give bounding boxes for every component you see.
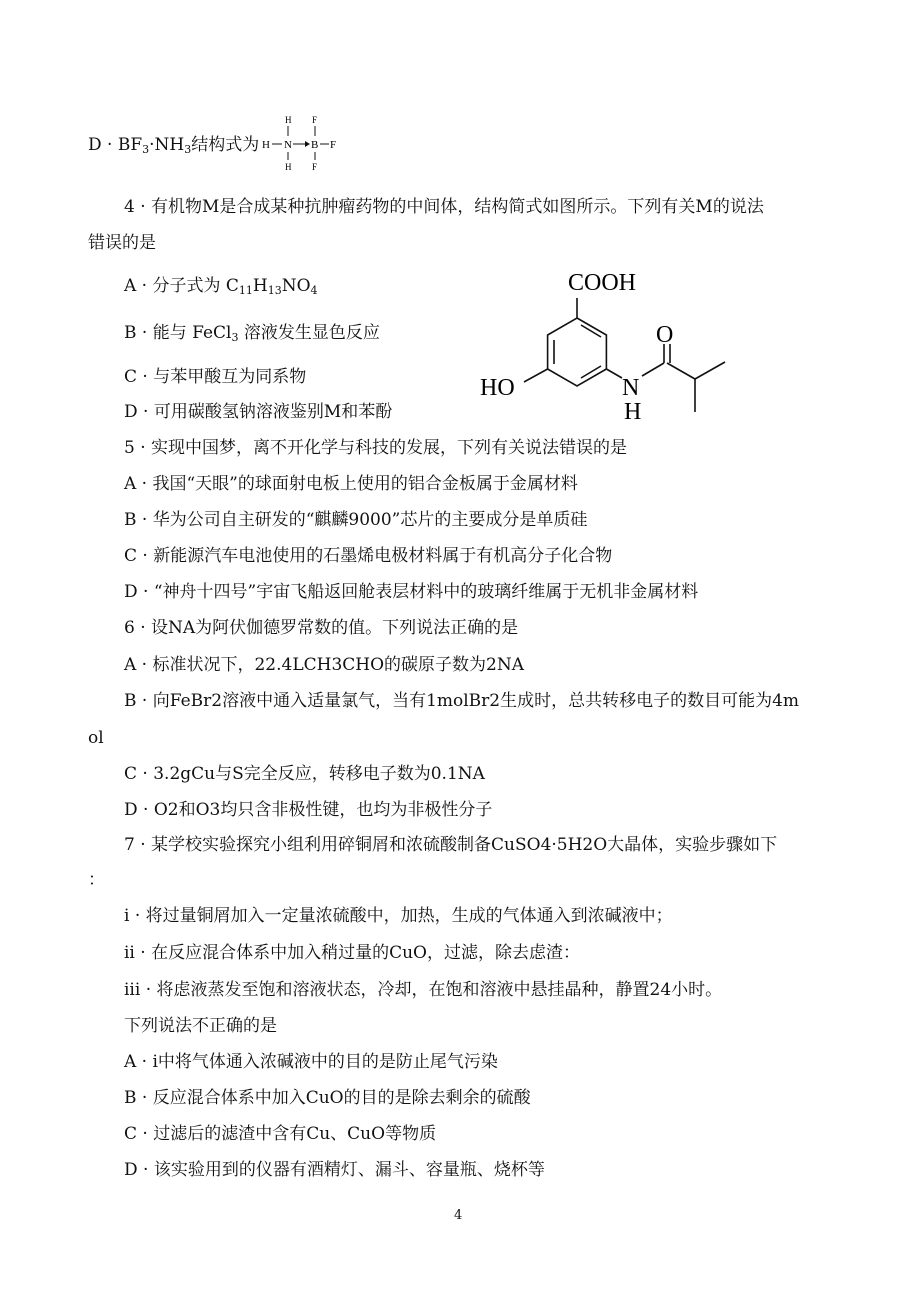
q4-a-text: A · 分子式为 C bbox=[124, 276, 239, 296]
q4-option-a bbox=[124, 275, 318, 297]
q7-option-b: B · 反应混合体系中加入CuO的目的是除去剩余的硫酸 bbox=[124, 1088, 531, 1108]
q4-a-h: H bbox=[252, 276, 268, 296]
q6-stem: 6 · 设NA为阿伏伽德罗常数的值。下列说法正确的是 bbox=[124, 618, 519, 638]
q4-option-c: C · 与苯甲酸互为同系物 bbox=[124, 367, 307, 387]
struct-f-top: F bbox=[312, 115, 318, 125]
q6-option-a: A · 标准状况下，22.4LCH3CHO的碳原子数为2NA bbox=[124, 655, 525, 675]
q4-option-d: D · 可用碳酸氢钠溶液鉴别M和苯酚 bbox=[124, 402, 393, 422]
q5-option-a: A · 我国“天眼”的球面射电板上使用的铝合金板属于金属材料 bbox=[124, 474, 578, 494]
q7-option-a: A · i中将气体通入浓碱液中的目的是防止尾气污染 bbox=[124, 1052, 498, 1072]
mol-ho-label: HO bbox=[480, 375, 515, 401]
q7-option-d: D · 该实验用到的仪器有酒精灯、漏斗、容量瓶、烧杯等 bbox=[124, 1160, 545, 1180]
bf3-nh3-structure bbox=[258, 114, 344, 172]
q3-d-text: D · BF bbox=[88, 135, 143, 155]
q7-stem-line2: ： bbox=[88, 870, 105, 890]
molecule-m-structure bbox=[470, 262, 740, 424]
q7-step-2: ii · 在反应混合体系中加入稍过量的CuO，过滤，除去虑渣： bbox=[124, 943, 580, 963]
q4-b-suffix: 溶液发生显色反应 bbox=[238, 323, 380, 343]
mol-cooh-label: COOH bbox=[568, 270, 637, 296]
struct-h-left: H bbox=[262, 139, 270, 151]
q6-option-d: D · O2和O3均只含非极性键，也均为非极性分子 bbox=[124, 800, 493, 820]
struct-b: B bbox=[311, 139, 319, 151]
page-number: 4 bbox=[454, 1208, 463, 1223]
q4-stem-line2: 错误的是 bbox=[88, 233, 156, 253]
struct-h-bottom: H bbox=[285, 162, 292, 172]
q4-b-sub: 3 bbox=[231, 331, 239, 344]
q7-stem-line1: 7 · 某学校实验探究小组利用碎铜屑和浓硫酸制备CuSO4·5H2O大晶体，实验步骤如下 bbox=[124, 835, 778, 855]
q3-d-text-mid: ·NH bbox=[149, 135, 185, 155]
struct-h-top: H bbox=[285, 115, 292, 125]
q7-step-1: i · 将过量铜屑加入一定量浓硫酸中，加热，生成的气体通入到浓碱液中； bbox=[124, 906, 673, 926]
q6-option-b-line2: ol bbox=[88, 728, 104, 748]
q4-a-no: NO bbox=[281, 276, 311, 296]
q4-option-b bbox=[124, 322, 380, 344]
q7-option-c: C · 过滤后的滤渣中含有Cu、CuO等物质 bbox=[124, 1124, 437, 1144]
q6-option-c: C · 3.2gCu与S完全反应，转移电子数为0.1NA bbox=[124, 764, 485, 784]
q4-b-text: B · 能与 FeCl bbox=[124, 323, 232, 343]
struct-f-right: F bbox=[330, 139, 337, 151]
q5-option-c: C · 新能源汽车电池使用的石墨烯电极材料属于有机高分子化合物 bbox=[124, 546, 613, 566]
struct-n: N bbox=[284, 139, 292, 151]
mol-n-label: N bbox=[622, 375, 640, 401]
q5-option-d: D · “神舟十四号”宇宙飞船返回舱表层材料中的玻璃纤维属于无机非金属材料 bbox=[124, 582, 699, 602]
q7-step-3: iii · 将虑液蒸发至饱和溶液状态，冷却，在饱和溶液中悬挂晶种，静置24小时。 bbox=[124, 980, 723, 1000]
q5-stem: 5 · 实现中国梦，离不开化学与科技的发展，下列有关说法错误的是 bbox=[124, 438, 628, 458]
q6-option-b-line1: B · 向FeBr2溶液中通入适量氯气，当有1molBr2生成时，总共转移电子的数目可能为4m bbox=[124, 691, 800, 711]
mol-h-label: H bbox=[624, 399, 642, 424]
q4-a-sub3: 4 bbox=[310, 284, 318, 297]
q4-stem-line1: 4 · 有机物M是合成某种抗肿瘤药物的中间体，结构简式如图所示。下列有关M的说法 bbox=[124, 197, 764, 217]
q3-d-sub: 3 bbox=[142, 143, 150, 156]
q3-option-d bbox=[88, 134, 259, 156]
struct-f-bottom: F bbox=[312, 162, 318, 172]
q3-d-suffix: 结构式为 bbox=[191, 135, 260, 155]
q4-a-sub2: 13 bbox=[267, 284, 282, 297]
q5-option-b: B · 华为公司自主研发的“麒麟9000”芯片的主要成分是单质硅 bbox=[124, 510, 588, 530]
mol-o-label: O bbox=[656, 322, 674, 348]
q4-a-sub1: 11 bbox=[238, 284, 253, 297]
q3-d-sub-b: 3 bbox=[184, 143, 192, 156]
q7-prompt: 下列说法不正确的是 bbox=[124, 1016, 277, 1036]
